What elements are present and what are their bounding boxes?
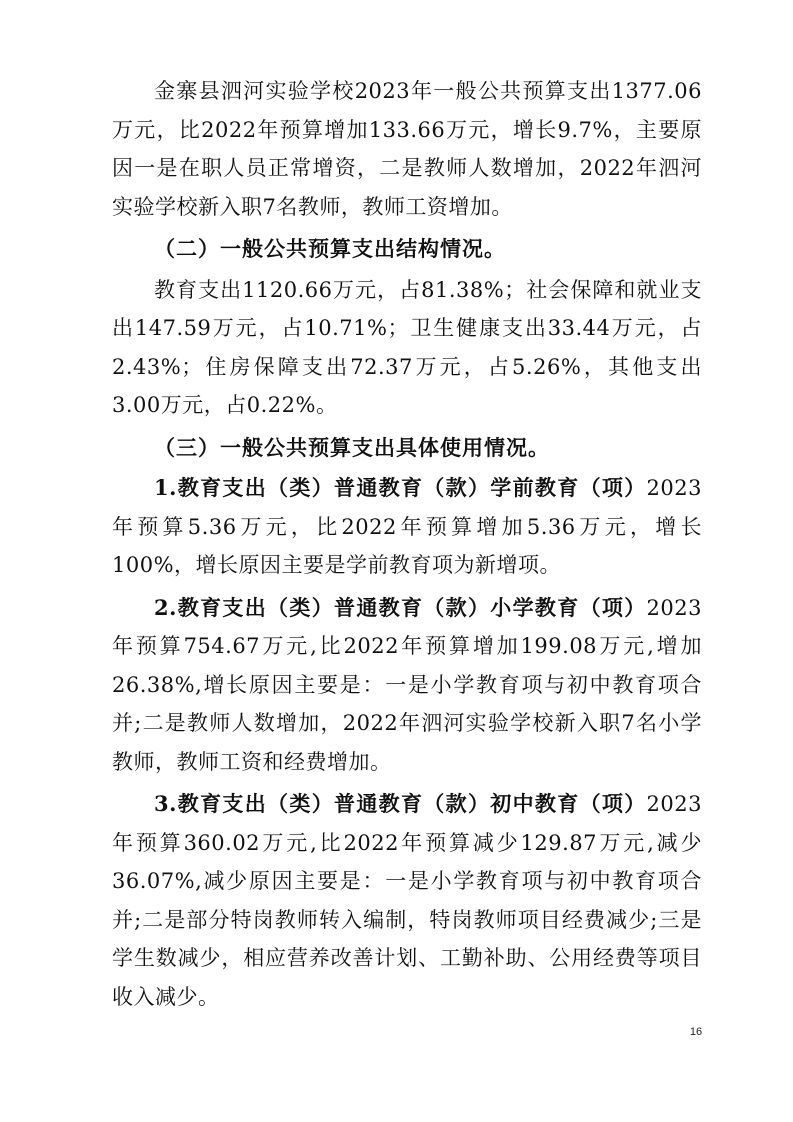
paragraph-expenditure-structure: 教育支出1120.66万元，占81.38%；社会保障和就业支出147.59万元，占10.71%；卫生健康支出33.44万元，占2.43%；住房保障支出72.37万元，占5.26%，其他支出3.00万元，占0.22%。: [112, 277, 702, 417]
page-number: 16: [689, 1026, 703, 1038]
paragraph-budget-overview: 金寨县泗河实验学校2023年一般公共预算支出1377.06万元，比2022年预算增加133.66万元，增长9.7%，主要原因一是在职人员正常增资，二是教师人数增加，2022年泗河实验学校新入职7名教师，教师工资增加。: [112, 79, 702, 219]
section-heading-structure: （二）一般公共预算支出结构情况。: [154, 236, 506, 261]
section-heading-usage: （三）一般公共预算支出具体使用情况。: [154, 434, 550, 460]
document-body: [112, 72, 702, 1016]
item-text-preschool: 2023年预算5.36万元，比2022年预算增加5.36万元，增长100%，增长原因主要是学前教育项为新增项。: [112, 476, 702, 577]
item-lead-primary: 2.教育支出（类）普通教育（款）小学教育（项）: [154, 594, 647, 620]
item-text-junior-high: 2023年预算360.02万元,比2022年预算减少129.87万元,减少36.07%,减少原因主要是：一是小学教育项与初中教育项合并;二是部分特岗教师转入编制，特岗教师项目经费减少;三是学生数减少，相应营养改善计划、工勤补助、公用经费等项目收入减少。: [112, 792, 702, 1009]
item-primary-education: [112, 589, 702, 782]
item-preschool-education: [112, 469, 702, 585]
item-junior-high-education: [112, 785, 702, 1016]
item-lead-junior-high: 3.教育支出（类）普通教育（款）初中教育（项）: [154, 791, 647, 816]
item-lead-preschool: 1.教育支出（类）普通教育（款）学前教育（项）: [154, 475, 647, 500]
item-text-primary: 2023年预算754.67万元,比2022年预算增加199.08万元,增加26.38%,增长原因主要是：一是小学教育项与初中教育项合并;二是教师人数增加，2022年泗河实验学校新入职7名小学教师，教师工资和经费增加。: [112, 595, 702, 774]
